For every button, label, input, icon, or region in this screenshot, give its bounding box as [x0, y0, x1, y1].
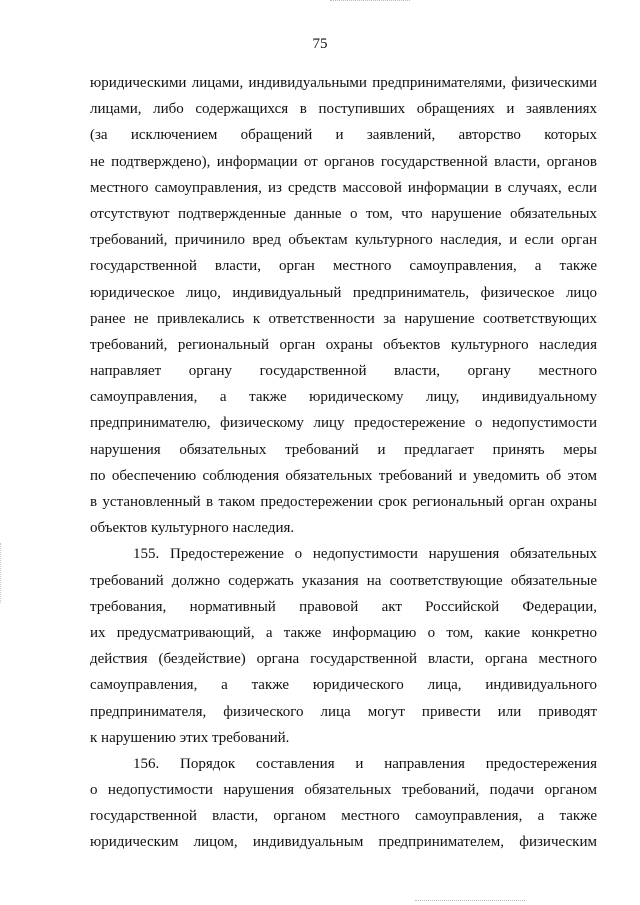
text-line: ранее не привлекались к ответственности за нарушение соответствующих — [90, 310, 597, 327]
text-line: в установленный в таком предостережении срок региональный орган охраны — [90, 494, 597, 510]
text-line: направляет органу государственной власти, органу местного — [90, 363, 597, 380]
paragraph-155 — [90, 541, 597, 751]
text-line: требований должно содержать указания на соответствующие обязательные — [90, 572, 597, 589]
text-line: требований, региональный орган охраны объектов культурного наследия — [90, 336, 597, 353]
document-body — [90, 70, 597, 856]
text-line: 156. Порядок составления и направления предостережения — [133, 755, 597, 772]
text-line: отсутствуют подтвержденные данные о том, что нарушение обязательных — [90, 205, 597, 222]
text-line: местного самоуправления, из средств массовой информации в случаях, если — [90, 179, 597, 196]
text-line: к нарушению этих требований. — [90, 729, 290, 746]
text-line: их предусматривающий, а также информацию о том, какие конкретно — [90, 624, 597, 641]
text-line: государственной власти, орган местного самоуправления, а также — [90, 258, 597, 275]
text-line: юридическими лицами, индивидуальными предпринимателями, физическими — [90, 75, 597, 91]
text-line: нарушения обязательных требований и предлагает принять меры — [90, 441, 597, 458]
text-line: юридическим лицом, индивидуальным предпринимателем, физическим — [90, 834, 597, 851]
text-line: о недопустимости нарушения обязательных требований, подачи органом — [90, 782, 597, 799]
scan-artifact-bottom — [415, 900, 525, 902]
text-line: 155. Предостережение о недопустимости нарушения обязательных — [133, 546, 597, 563]
text-line: требования, нормативный правовой акт Российской Федерации, — [90, 598, 597, 615]
text-line: по обеспечению соблюдения обязательных требований и уведомить об этом — [90, 467, 597, 484]
scan-artifact-top — [330, 0, 410, 2]
text-line: (за исключением обращений и заявлений, авторство которых — [90, 127, 597, 144]
text-line: предпринимателя, физического лица могут привести или приводят — [90, 703, 597, 720]
text-line: действия (бездействие) органа государственной власти, органа местного — [90, 651, 597, 668]
text-line: предпринимателю, физическому лицу предостережение о недопустимости — [90, 415, 597, 432]
text-line: объектов культурного наследия. — [90, 520, 295, 537]
text-line: требований, причинило вред объектам культурного наследия, и если орган — [90, 232, 597, 249]
text-line: лицами, либо содержащихся в поступивших обращениях и заявлениях — [90, 101, 597, 118]
scan-artifact-left — [0, 543, 2, 603]
text-line: государственной власти, органом местного самоуправления, а также — [90, 808, 597, 825]
text-line: юридическое лицо, индивидуальный предприниматель, физическое лицо — [90, 284, 597, 301]
page-number: 75 — [312, 36, 328, 52]
text-line: самоуправления, а также юридического лица, индивидуального — [90, 677, 597, 694]
paragraph-156 — [90, 751, 597, 856]
text-line: самоуправления, а также юридическому лицу, индивидуальному — [90, 389, 597, 406]
paragraph-continuation — [90, 70, 597, 541]
text-line: не подтверждено), информации от органов государственной власти, органов — [90, 153, 597, 170]
